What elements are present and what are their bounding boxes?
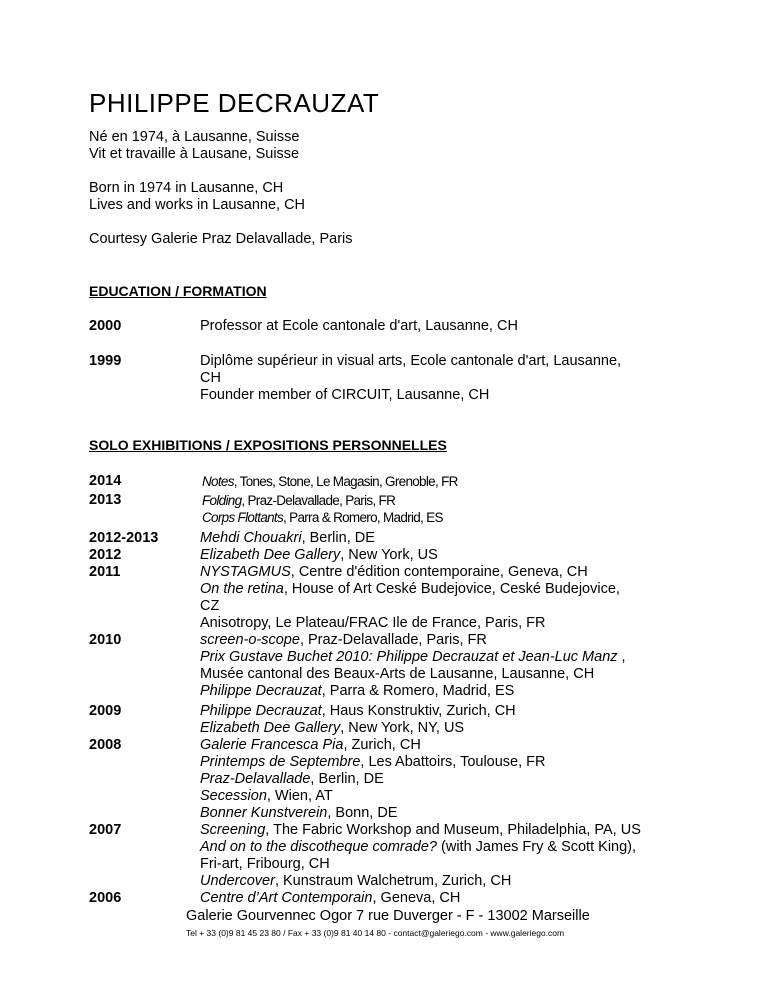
solo-entry: Fri-art, Fribourg, CH [200,856,330,872]
solo-entry: Undercover, Kunstraum Walchetrum, Zurich, CH [200,873,512,889]
solo-entry: Galerie Francesca Pia, Zurich, CH [200,737,421,753]
solo-entry: Prix Gustave Buchet 2010: Philippe Decrauzat et Jean-Luc Manz , [200,649,626,665]
solo-entry: screen-o-scope, Praz-Delavallade, Paris, FR [200,632,487,648]
bio-en-lives: Lives and works in Lausanne, CH [89,197,306,213]
solo-entry: Praz-Delavallade, Berlin, DE [200,771,384,787]
artist-name: PHILIPPE DECRAUZAT [89,88,380,118]
solo-entry: Centre d’Art Contemporain, Geneva, CH [200,890,461,906]
solo-entry: Musée cantonal des Beaux-Arts de Lausanne, Lausanne, CH [200,666,595,682]
solo-entry: Philippe Decrauzat, Haus Konstruktiv, Zurich, CH [200,703,516,719]
solo-entry: Screening, The Fabric Workshop and Museum, Philadelphia, PA, US [200,822,641,838]
solo-heading: SOLO EXHIBITIONS / EXPOSITIONS PERSONNELLES [89,437,447,453]
courtesy-line: Courtesy Galerie Praz Delavallade, Paris [89,231,353,247]
education-entry: CH [200,370,221,386]
solo-year: 2012 [89,547,122,563]
solo-entry: NYSTAGMUS, Centre d'édition contemporaine, Geneva, CH [200,564,588,580]
solo-year: 2010 [89,632,122,648]
solo-entry: Notes, Tones, Stone, Le Magasin, Grenoble, FR [202,474,458,489]
solo-entry: Philippe Decrauzat, Parra & Romero, Madrid, ES [200,683,515,699]
bio-en-born: Born in 1974 in Lausanne, CH [89,180,284,196]
footer-gallery-address: Galerie Gourvennec Ogor 7 rue Duverger - F - 13002 Marseille [186,908,590,924]
footer-contact: Tel + 33 (0)9 81 45 23 80 / Fax + 33 (0)9 81 40 14 80 - contact@galeriego.com - www.galeriego.com [186,928,565,938]
education-heading: EDUCATION / FORMATION [89,283,267,299]
solo-entry: Anisotropy, Le Plateau/FRAC Ile de France, Paris, FR [200,615,546,631]
solo-year: 2007 [89,822,122,838]
solo-entry: Elizabeth Dee Gallery, New York, US [200,547,438,563]
education-year: 2000 [89,318,122,334]
solo-year: 2006 [89,890,122,906]
solo-year: 2009 [89,703,122,719]
solo-entry: Mehdi Chouakri, Berlin, DE [200,530,375,546]
solo-year: 2014 [89,473,122,489]
bio-fr-lives: Vit et travaille à Lausane, Suisse [89,146,300,162]
education-entry: Founder member of CIRCUIT, Lausanne, CH [200,387,490,403]
solo-entry: And on to the discotheque comrade? (with James Fry & Scott King), [200,839,637,855]
solo-entry: Secession, Wien, AT [200,788,333,804]
solo-year: 2013 [89,492,122,508]
solo-entry: Printemps de Septembre, Les Abattoirs, Toulouse, FR [200,754,546,770]
solo-entry: On the retina, House of Art Ceské Budejovice, Ceské Budejovice, [200,581,620,597]
education-entry: Diplôme supérieur in visual arts, Ecole cantonale d'art, Lausanne, [200,353,622,369]
solo-year: 2008 [89,737,122,753]
solo-entry: CZ [200,598,220,614]
solo-year: 2011 [89,564,121,580]
education-entry: Professor at Ecole cantonale d'art, Lausanne, CH [200,318,518,334]
solo-entry: Corps Flottants, Parra & Romero, Madrid, ES [202,510,443,525]
solo-year: 2012-2013 [89,530,159,546]
bio-fr-born: Né en 1974, à Lausanne, Suisse [89,129,300,145]
solo-entry: Elizabeth Dee Gallery, New York, NY, US [200,720,465,736]
solo-entry: Folding, Praz-Delavallade, Paris, FR [202,493,396,508]
solo-entry: Bonner Kunstverein, Bonn, DE [200,805,398,821]
education-year: 1999 [89,353,122,369]
